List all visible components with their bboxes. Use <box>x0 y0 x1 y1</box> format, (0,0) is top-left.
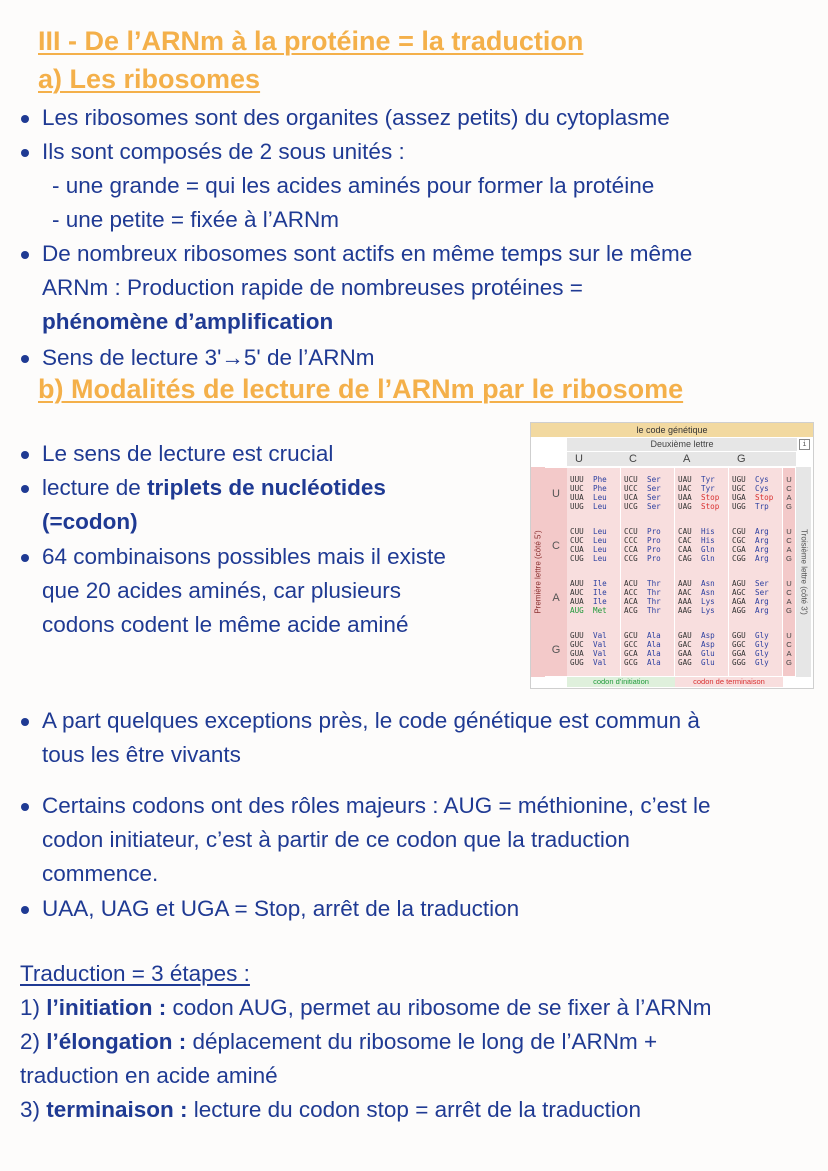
codon: UCC <box>624 484 638 493</box>
codon: CCU <box>624 527 638 536</box>
column-header-blank <box>783 452 796 466</box>
third-letter: C <box>786 588 792 597</box>
amino-acid: Ile <box>593 579 607 588</box>
codon: CAG <box>678 554 692 563</box>
amino-acid: Arg <box>755 554 769 563</box>
codon: GAA <box>678 649 692 658</box>
codon-cell <box>567 624 621 676</box>
codon: AGC <box>732 588 746 597</box>
codon: UCG <box>624 502 638 511</box>
amino-acid: Asn <box>701 588 715 597</box>
codon: CCC <box>624 536 638 545</box>
row-header-g: G <box>545 624 567 676</box>
ribosome-subunit-large: - une grande = qui les acides aminés pour former la protéine <box>52 173 655 198</box>
step-initiation: 1) l’initiation : codon AUG, permet au ribosome de se fixer à l’ARNm <box>20 995 712 1020</box>
third-letter: A <box>786 545 792 554</box>
amino-acid: Pro <box>647 554 661 563</box>
bullet-dot <box>21 554 29 562</box>
codon: GGC <box>732 640 746 649</box>
amino-acid: Stop <box>701 493 720 502</box>
amino-acid: His <box>701 536 715 545</box>
codon: UGG <box>732 502 746 511</box>
codon: UCU <box>624 475 638 484</box>
ribosome-bullet-3-line-2: ARNm : Production rapide de nombreuses protéines = <box>42 275 583 300</box>
codon: GUU <box>570 631 584 640</box>
amino-acid: Cys <box>755 484 769 493</box>
codon-cell <box>567 520 621 572</box>
third-letter-column <box>783 572 795 624</box>
codon: UUU <box>570 475 584 484</box>
ribosome-bullet-4: Sens de lecture 3'→5' de l’ARNm <box>42 345 375 370</box>
codon: CUA <box>570 545 584 554</box>
codon: AGG <box>732 606 746 615</box>
codon-cell <box>621 624 675 676</box>
amino-acid: Pro <box>647 536 661 545</box>
codon: GUG <box>570 658 584 667</box>
codon: UAG <box>678 502 692 511</box>
amino-acid: Thr <box>647 597 661 606</box>
amino-acid: Stop <box>701 502 720 511</box>
amino-acid: Gly <box>755 640 769 649</box>
amino-acid: Leu <box>593 527 607 536</box>
codon: UGA <box>732 493 746 502</box>
codon: CAC <box>678 536 692 545</box>
amino-acid: Gly <box>755 658 769 667</box>
codon: UUG <box>570 502 584 511</box>
subsection-title-lecture: b) Modalités de lecture de l’ARNm par le ribosome <box>38 374 684 404</box>
start-codon-legend: codon d’initiation <box>567 677 675 687</box>
amino-acid: Ala <box>647 631 661 640</box>
genetic-code-title: le code génétique <box>531 423 813 437</box>
first-letter-axis: Première lettre (côté 5') <box>531 467 545 677</box>
amino-acid: Leu <box>593 493 607 502</box>
third-letter: A <box>786 649 792 658</box>
row-header-c: C <box>545 520 567 572</box>
codon-cell <box>729 624 783 676</box>
lecture-bullet-4-line-2: tous les être vivants <box>42 742 241 767</box>
amino-acid: Stop <box>755 493 774 502</box>
lecture-bullet-3-line-1: 64 combinaisons possibles mais il existe <box>42 544 446 569</box>
third-letter: C <box>786 536 792 545</box>
amino-acid: Thr <box>647 579 661 588</box>
amino-acid: Asp <box>701 640 715 649</box>
codon: CGA <box>732 545 746 554</box>
codon: AUG <box>570 606 584 615</box>
amino-acid: Asp <box>701 631 715 640</box>
amino-acid: Ile <box>593 588 607 597</box>
bullet-dot <box>21 803 29 811</box>
codon: UUA <box>570 493 584 502</box>
third-letter: G <box>786 658 792 667</box>
amino-acid: Ser <box>647 475 661 484</box>
third-letter-column <box>783 624 795 676</box>
codon: AUA <box>570 597 584 606</box>
amino-acid: Leu <box>593 545 607 554</box>
amino-acid: Ser <box>755 579 769 588</box>
codon: CCA <box>624 545 638 554</box>
column-header-g: G <box>729 452 783 466</box>
bullet-dot <box>21 718 29 726</box>
amino-acid: Gln <box>701 554 715 563</box>
amino-acid: Leu <box>593 536 607 545</box>
codon: UUC <box>570 484 584 493</box>
codon: UGC <box>732 484 746 493</box>
codon: AAU <box>678 579 692 588</box>
codon-cell <box>729 572 783 624</box>
codon-cell <box>675 468 729 520</box>
stop-codon-legend: codon de terminaison <box>675 677 783 687</box>
codon: CGC <box>732 536 746 545</box>
amino-acid: Thr <box>647 606 661 615</box>
codon: ACU <box>624 579 638 588</box>
info-icon: i <box>799 439 810 450</box>
codon: UGU <box>732 475 746 484</box>
codon: CAA <box>678 545 692 554</box>
amino-acid: Tyr <box>701 475 715 484</box>
amino-acid: Arg <box>755 597 769 606</box>
codon: AAC <box>678 588 692 597</box>
amino-acid: Ile <box>593 597 607 606</box>
amino-acid: Ala <box>647 658 661 667</box>
row-header-a: A <box>545 572 567 624</box>
amino-acid: Arg <box>755 545 769 554</box>
codon: GCU <box>624 631 638 640</box>
amino-acid: Glu <box>701 658 715 667</box>
amino-acid: Thr <box>647 588 661 597</box>
third-letter: A <box>786 493 792 502</box>
ribosome-bullet-1: Les ribosomes sont des organites (assez petits) du cytoplasme <box>42 105 670 130</box>
subsection-title-ribosomes: a) Les ribosomes <box>38 64 261 94</box>
codon: GCC <box>624 640 638 649</box>
lecture-bullet-1: Le sens de lecture est crucial <box>42 441 334 466</box>
amino-acid: Ser <box>647 484 661 493</box>
amino-acid: Lys <box>701 597 715 606</box>
codon: GGG <box>732 658 746 667</box>
bullet-dot <box>21 355 29 363</box>
amino-acid: Phe <box>593 475 607 484</box>
codon: GCA <box>624 649 638 658</box>
amino-acid: Trp <box>755 502 769 511</box>
third-letter: U <box>786 579 792 588</box>
amino-acid: Ala <box>647 640 661 649</box>
codon: GUC <box>570 640 584 649</box>
lecture-bullet-3-line-2: que 20 acides aminés, car plusieurs <box>42 578 401 603</box>
bullet-dot <box>21 251 29 259</box>
amino-acid: Tyr <box>701 484 715 493</box>
column-header-c: C <box>621 452 675 466</box>
amino-acid: Leu <box>593 502 607 511</box>
codon-definition: (=codon) <box>42 509 138 534</box>
lecture-bullet-3-line-3: codons codent le même acide aminé <box>42 612 409 637</box>
codon-cell <box>567 468 621 520</box>
codon-cell <box>729 468 783 520</box>
codon: AGA <box>732 597 746 606</box>
codon: GAU <box>678 631 692 640</box>
codon: GUA <box>570 649 584 658</box>
amino-acid: Arg <box>755 527 769 536</box>
lecture-bullet-5-line-3: commence. <box>42 861 159 886</box>
ribosome-bullet-2: Ils sont composés de 2 sous unités : <box>42 139 405 164</box>
bullet-dot <box>21 149 29 157</box>
third-letter-column <box>783 520 795 572</box>
codon-cell <box>567 572 621 624</box>
bullet-dot <box>21 451 29 459</box>
codon: ACG <box>624 606 638 615</box>
codon: GGA <box>732 649 746 658</box>
steps-title: Traduction = 3 étapes : <box>20 961 250 986</box>
codon: UAA <box>678 493 692 502</box>
codon: ACA <box>624 597 638 606</box>
row-header-u: U <box>545 468 567 520</box>
codon: UCA <box>624 493 638 502</box>
codon-cell <box>675 572 729 624</box>
codon: AUU <box>570 579 584 588</box>
third-letter: C <box>786 484 792 493</box>
codon: CUC <box>570 536 584 545</box>
ribosome-bullet-3-line-1: De nombreux ribosomes sont actifs en même temps sur le même <box>42 241 693 266</box>
codon-cell <box>729 520 783 572</box>
codon: GGU <box>732 631 746 640</box>
codon: AUC <box>570 588 584 597</box>
codon: UAU <box>678 475 692 484</box>
amino-acid: Pro <box>647 545 661 554</box>
lecture-bullet-5-line-1: Certains codons ont des rôles majeurs : AUG = méthionine, c’est le <box>42 793 711 818</box>
codon-cell <box>675 520 729 572</box>
section-title: III - De l’ARNm à la protéine = la traduction <box>38 26 584 56</box>
third-letter: U <box>786 527 792 536</box>
codon: CUG <box>570 554 584 563</box>
codon: GAG <box>678 658 692 667</box>
amplification-phrase: phénomène d’amplification <box>42 309 334 334</box>
genetic-code-table <box>530 422 814 689</box>
amino-acid: His <box>701 527 715 536</box>
amino-acid: Val <box>593 631 607 640</box>
codon: GAC <box>678 640 692 649</box>
amino-acid: Val <box>593 640 607 649</box>
amino-acid: Pro <box>647 527 661 536</box>
second-letter-label: Deuxième lettre <box>567 438 797 451</box>
codon-cell <box>675 624 729 676</box>
third-letter: U <box>786 631 792 640</box>
step-terminaison: 3) terminaison : lecture du codon stop = arrêt de la traduction <box>20 1097 641 1122</box>
third-letter: U <box>786 475 792 484</box>
lecture-bullet-4-line-1: A part quelques exceptions près, le code génétique est commun à <box>42 708 700 733</box>
bullet-dot <box>21 906 29 914</box>
codon: CCG <box>624 554 638 563</box>
amino-acid: Ala <box>647 649 661 658</box>
codon: CAU <box>678 527 692 536</box>
third-letter-axis: Troisième lettre (côté 3') <box>796 467 811 677</box>
amino-acid: Lys <box>701 606 715 615</box>
amino-acid: Arg <box>755 536 769 545</box>
amino-acid: Gly <box>755 631 769 640</box>
codon: AGU <box>732 579 746 588</box>
codon: CUU <box>570 527 584 536</box>
amino-acid: Ser <box>755 588 769 597</box>
step-elongation: 2) l’élongation : déplacement du ribosome le long de l’ARNm + <box>20 1029 658 1054</box>
amino-acid: Arg <box>755 606 769 615</box>
codon-cell <box>621 468 675 520</box>
third-letter: A <box>786 597 792 606</box>
amino-acid: Phe <box>593 484 607 493</box>
column-header-a: A <box>675 452 729 466</box>
third-letter: G <box>786 606 792 615</box>
codon-cell <box>621 520 675 572</box>
bullet-dot <box>21 115 29 123</box>
codon: UAC <box>678 484 692 493</box>
codon: AAG <box>678 606 692 615</box>
amino-acid: Ser <box>647 502 661 511</box>
codon: ACC <box>624 588 638 597</box>
column-header-u: U <box>567 452 621 466</box>
amino-acid: Cys <box>755 475 769 484</box>
amino-acid: Met <box>593 606 607 615</box>
amino-acid: Gln <box>701 545 715 554</box>
codon: GCG <box>624 658 638 667</box>
step-elongation-line-2: traduction en acide aminé <box>20 1063 278 1088</box>
codon: AAA <box>678 597 692 606</box>
ribosome-subunit-small: - une petite = fixée à l’ARNm <box>52 207 340 232</box>
third-letter: C <box>786 640 792 649</box>
lecture-bullet-6: UAA, UAG et UGA = Stop, arrêt de la traduction <box>42 896 520 921</box>
amino-acid: Val <box>593 658 607 667</box>
third-letter: G <box>786 502 792 511</box>
lecture-bullet-5-line-2: codon initiateur, c’est à partir de ce codon que la traduction <box>42 827 630 852</box>
amino-acid: Leu <box>593 554 607 563</box>
third-letter: G <box>786 554 792 563</box>
third-letter-column <box>783 468 795 520</box>
amino-acid: Gly <box>755 649 769 658</box>
codon: CGG <box>732 554 746 563</box>
amino-acid: Ser <box>647 493 661 502</box>
bullet-dot <box>21 485 29 493</box>
codon: CGU <box>732 527 746 536</box>
amino-acid: Val <box>593 649 607 658</box>
lecture-bullet-2: lecture de triplets de nucléotides <box>42 475 386 500</box>
codon-cell <box>621 572 675 624</box>
amino-acid: Asn <box>701 579 715 588</box>
amino-acid: Glu <box>701 649 715 658</box>
